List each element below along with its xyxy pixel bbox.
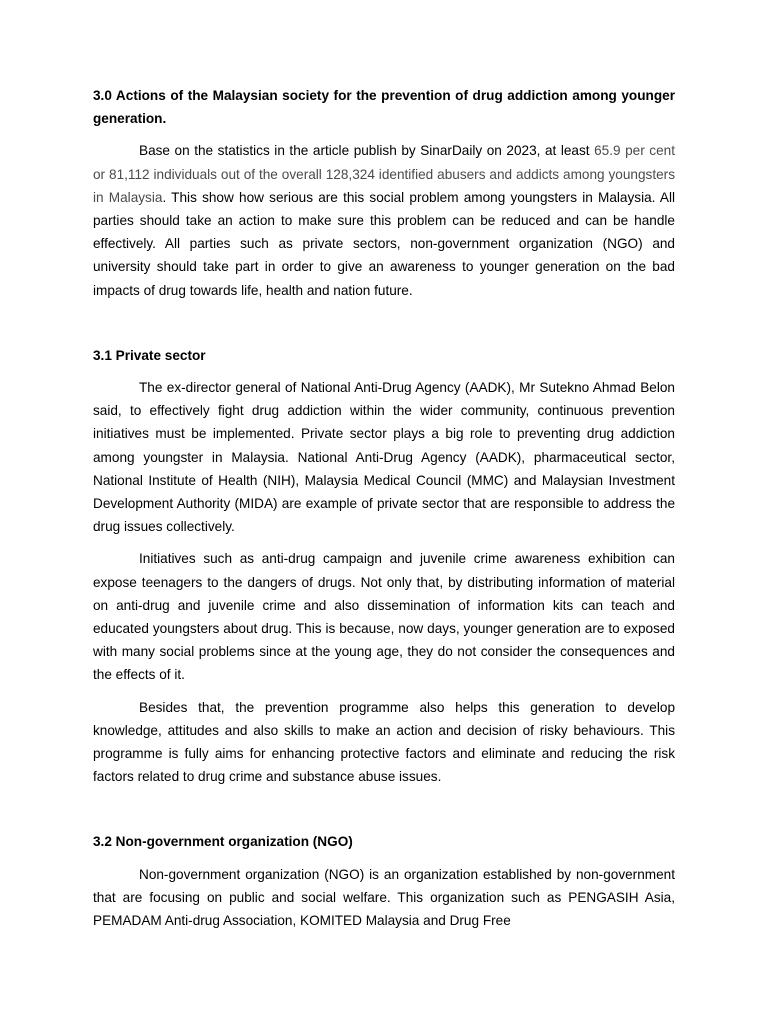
- section-3-1-paragraph-3: Besides that, the prevention programme also helps this generation to develop knowledge, attitudes and also skills to make an action and decision of risky behaviours. This programme is fully aims for enhancing protective factors and eliminate and reducing the risk factors related to drug crime and substance abuse issues.: [93, 699, 675, 785]
- paragraph-text: Base on the statistics in the article publish by SinarDaily on 2023, at least: [139, 143, 595, 159]
- section-3-1-paragraph-2: Initiatives such as anti-drug campaign and juvenile crime awareness exhibition can expose teenagers to the dangers of drugs. Not only that, by distributing information of material on anti-drug and juvenile crime and also dissemination of information kits can teach and educated youngsters about drug. This is because, now days, younger generation are to exposed with many social problems since at the young age, they do not consider the consequences and the effects of it.: [93, 551, 675, 683]
- section-3-0-paragraph: [93, 139, 675, 301]
- section-3-1-heading: 3.1 Private sector: [93, 347, 206, 363]
- section-3-2-paragraph-1: Non-government organization (NGO) is an organization established by non-government that are focusing on public and social welfare. This organization such as PENGASIH Asia, PEMADAM Anti-drug Association, KOMITED Malaysia and Drug Free: [93, 866, 675, 929]
- section-3-2-heading: 3.2 Non-government organization (NGO): [93, 834, 353, 850]
- document-page: [93, 84, 675, 932]
- section-3-0-heading: 3.0 Actions of the Malaysian society for the prevention of drug addiction among younger generation.: [93, 88, 675, 127]
- section-3-1-paragraph-1: The ex-director general of National Anti-Drug Agency (AADK), Mr Sutekno Ahmad Belon said, to effectively fight drug addiction within the wider community, continuous prevention initiatives must be implemented. Private sector plays a big role to preventing drug addiction among youngster in Malaysia. National Anti-Drug Agency (AADK), pharmaceutical sector, National Institute of Health (NIH), Malaysia Medical Council (MMC) and Malaysian Investment Development Authority (MIDA) are example of private sector that are responsible to address the drug issues collectively.: [93, 380, 675, 535]
- statistic-text: 65.9 per cent or 81,112 individuals out of the overall 128,324 identified abusers and addicts among youngsters in Malaysia: [93, 143, 675, 205]
- paragraph-text: . This show how serious are this social problem among youngsters in Malaysia. All parties should take an action to make sure this problem can be reduced and can be handle effectively. All parties such as private sectors, non-government organization (NGO) and university should take part in order to give an awareness to younger generation on the bad impacts of drug towards life, health and nation future.: [93, 189, 675, 298]
